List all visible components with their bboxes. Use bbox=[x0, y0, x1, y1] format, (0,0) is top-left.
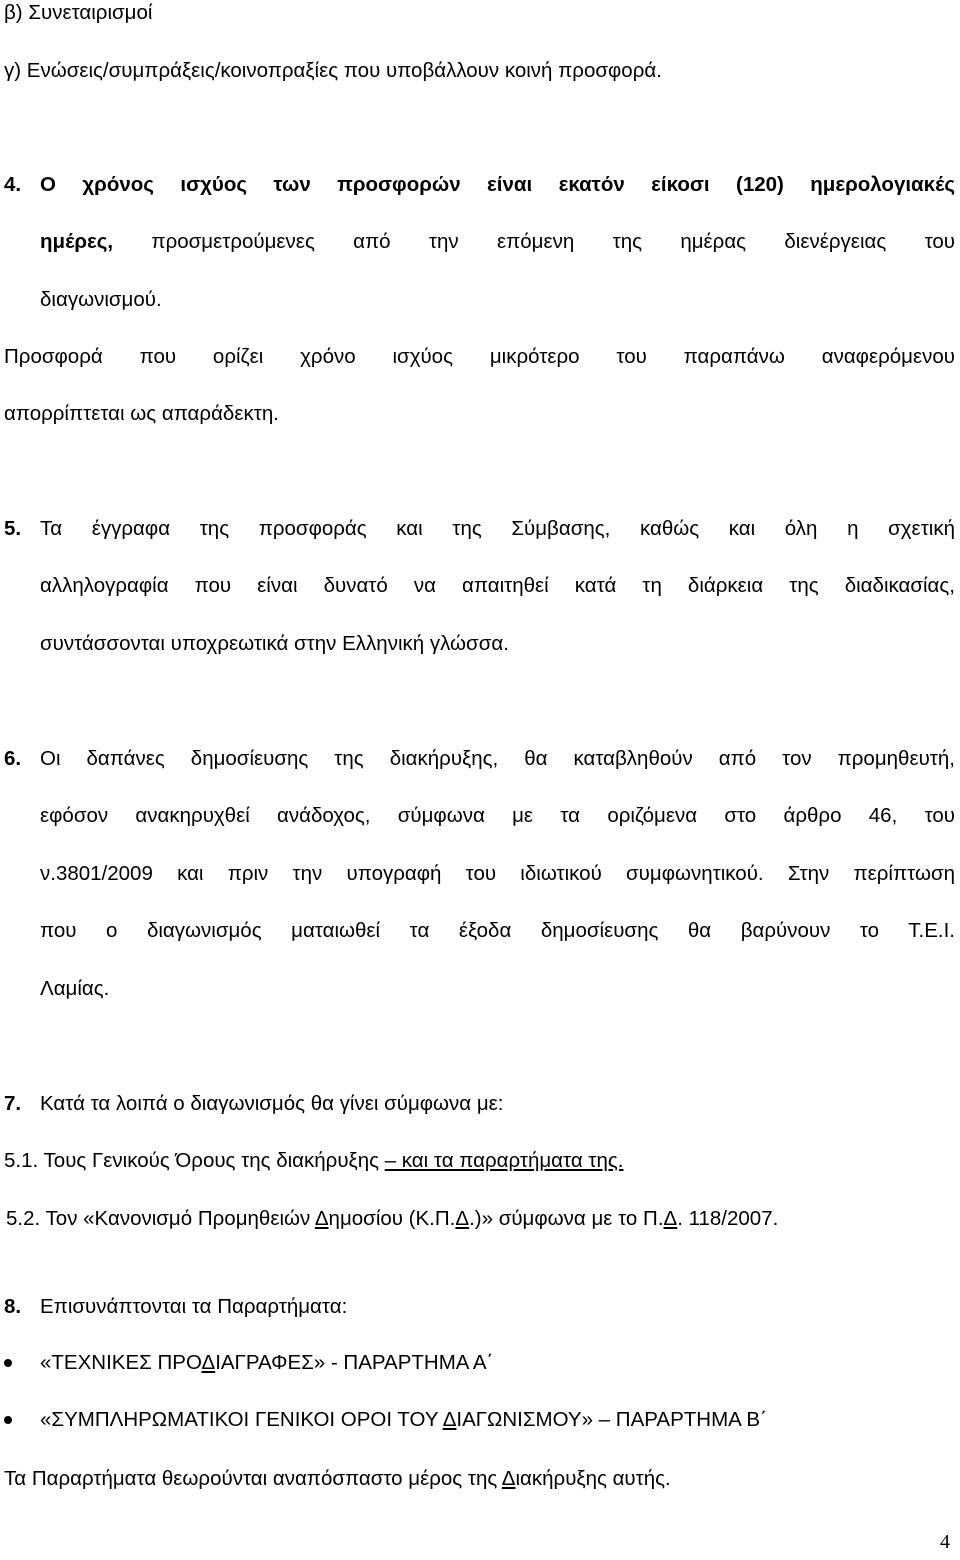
item-6-line-4: που ο διαγωνισμός ματαιωθεί τα έξοδα δημοσίευσης θα βαρύνουν το Τ.Ε.Ι. bbox=[40, 919, 955, 942]
item-7-sub-1 bbox=[4, 1148, 623, 1174]
item-6-line-5: Λαμίας. bbox=[40, 977, 110, 1000]
sub-2-text-mid2: .)» σύμφωνα με το Π. bbox=[469, 1207, 664, 1230]
item-4-line-4: Προσφορά που ορίζει χρόνο ισχύος μικρότερο του παραπάνω αναφερόμενου bbox=[4, 345, 955, 368]
item-8-number: 8. bbox=[4, 1295, 22, 1318]
closing-delta: Δ bbox=[501, 1467, 516, 1490]
annex-b-post: ΙΑΓΩΝΙΣΜΟΥ» – ΠΑΡΑΡΤΗΜΑ Β΄ bbox=[456, 1408, 767, 1431]
closing-pre: Τα Παραρτήματα θεωρούνται αναπόσπαστο μέρος της bbox=[4, 1467, 502, 1490]
annex-b-pre: «ΣΥΜΠΛΗΡΩΜΑΤΙΚΟΙ ΓΕΝΙΚΟΙ ΟΡΟΙ ΤΟΥ bbox=[40, 1408, 443, 1431]
annex-a-item bbox=[40, 1350, 493, 1376]
item-6-number: 6. bbox=[4, 747, 22, 770]
sub-1-underlined: – και τα παραρτήματα της. bbox=[384, 1149, 624, 1172]
annex-a-pre: «ΤΕΧΝΙΚΕΣ ΠΡΟ bbox=[40, 1351, 202, 1374]
item-4-bold-days: ημέρες, bbox=[40, 230, 114, 253]
annex-a-delta: Δ bbox=[201, 1351, 216, 1374]
list-item-unions: γ) Ενώσεις/συμπράξεις/κοινοπραξίες που υποβάλλουν κοινή προσφορά. bbox=[4, 59, 662, 82]
sub-2-number: 5.2. bbox=[6, 1207, 41, 1230]
annex-b-delta: Δ bbox=[442, 1408, 457, 1431]
bullet-dot-1 bbox=[4, 1359, 12, 1367]
item-4-line-2 bbox=[40, 229, 955, 255]
item-4-number: 4. bbox=[4, 173, 22, 196]
item-8-text: Επισυνάπτονται τα Παραρτήματα: bbox=[40, 1295, 348, 1318]
item-7-number: 7. bbox=[4, 1092, 22, 1115]
annex-a-post: ΙΑΓΡΑΦΕΣ» - ΠΑΡΑΡΤΗΜΑ Α΄ bbox=[215, 1351, 494, 1374]
sub-2-delta-2: Δ bbox=[455, 1207, 470, 1230]
item-6-line-1: Οι δαπάνες δημοσίευσης της διακήρυξης, θα καταβληθούν από τον προμηθευτή, bbox=[40, 747, 955, 770]
closing-sentence bbox=[4, 1466, 671, 1492]
item-6-line-3: ν.3801/2009 και πριν την υπογραφή του ιδιωτικού συμφωνητικού. Στην περίπτωση bbox=[40, 862, 955, 885]
sub-2-text-mid: ημοσίου (Κ.Π. bbox=[328, 1207, 456, 1230]
sub-1-text: Τους Γενικούς Όρους της διακήρυξης bbox=[38, 1149, 385, 1172]
sub-2-delta-1: Δ bbox=[314, 1207, 329, 1230]
item-7-sub-2 bbox=[6, 1206, 778, 1232]
sub-2-text: Τον «Κανονισμό Προμηθειών bbox=[40, 1207, 315, 1230]
bullet-dot-2 bbox=[4, 1416, 12, 1424]
item-5-number: 5. bbox=[4, 517, 22, 540]
item-7-text: Κατά τα λοιπά ο διαγωνισμός θα γίνει σύμφωνα με: bbox=[40, 1092, 504, 1115]
list-item-cooperatives: β) Συνεταιρισμοί bbox=[4, 1, 153, 24]
item-5-line-3: συντάσσονται υποχρεωτικά στην Ελληνική γλώσσα. bbox=[40, 632, 509, 655]
sub-1-number: 5.1. bbox=[4, 1149, 39, 1172]
item-4-line-5: απορρίπτεται ως απαράδεκτη. bbox=[4, 402, 279, 425]
item-5-line-1: Τα έγγραφα της προσφοράς και της Σύμβασης, καθώς και όλη η σχετική bbox=[40, 517, 955, 540]
sub-2-delta-3: Δ bbox=[663, 1207, 678, 1230]
item-4-line-3: διαγωνισμού. bbox=[40, 288, 162, 311]
closing-post: ιακήρυξης αυτής. bbox=[515, 1467, 671, 1490]
page-number: 4 bbox=[940, 1531, 950, 1553]
item-6-line-2: εφόσον ανακηρυχθεί ανάδοχος, σύμφωνα με τα οριζόμενα στο άρθρο 46, του bbox=[40, 804, 955, 827]
item-5-line-2: αλληλογραφία που είναι δυνατό να απαιτηθεί κατά τη διάρκεια της διαδικασίας, bbox=[40, 574, 955, 597]
annex-b-item bbox=[40, 1407, 767, 1433]
item-4-line-1: Ο χρόνος ισχύος των προσφορών είναι εκατόν είκοσι (120) ημερολογιακές bbox=[40, 173, 955, 196]
sub-2-text-end: . 118/2007. bbox=[677, 1207, 779, 1230]
item-4-line-2-rest: προσμετρούμενες από την επόμενη της ημέρας διενέργειας του bbox=[113, 230, 955, 253]
